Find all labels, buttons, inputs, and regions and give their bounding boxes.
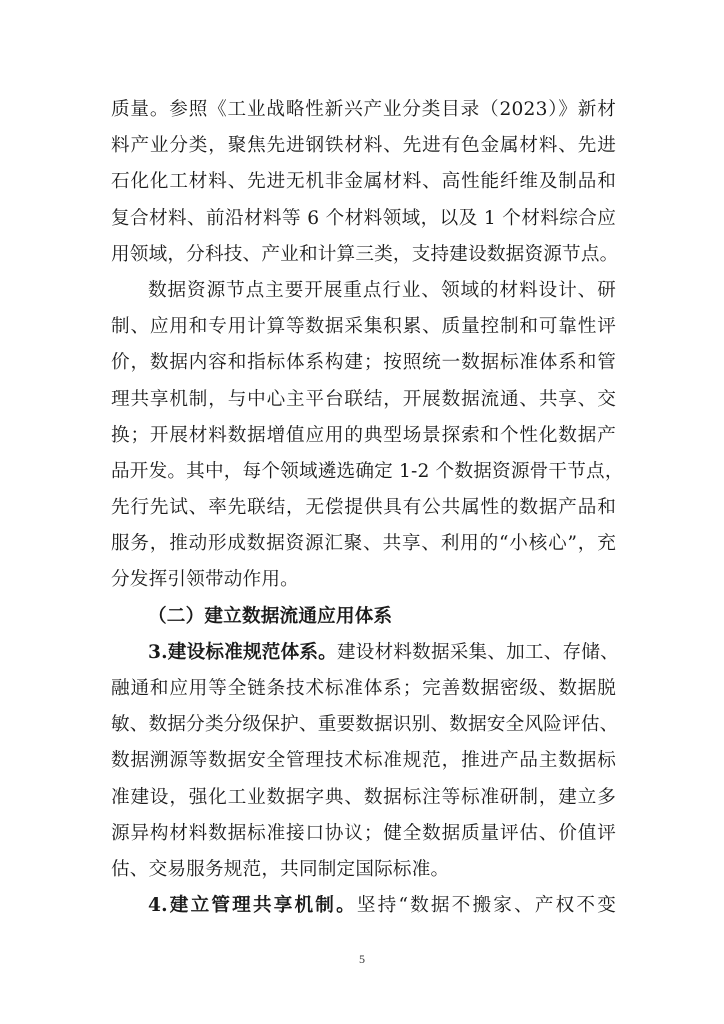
text-line: 服务，推动形成数据资源汇聚、共享、利用的“小核心”，充 xyxy=(111,533,616,555)
text-line xyxy=(111,635,619,671)
page-number: 5 xyxy=(359,952,365,966)
paragraph-data-resource-nodes xyxy=(111,273,624,599)
text-line: 品开发。其中，每个领域遴选确定 1-2 个数据资源骨干节点， xyxy=(111,460,624,482)
text-line: 理共享机制，与中心主平台联结，开展数据流通、共享、交 xyxy=(111,388,616,410)
text-line: 料产业分类，聚焦先进钢铁材料、先进有色金属材料、先进 xyxy=(111,135,616,157)
text-line: 复合材料、前沿材料等 6 个材料领域，以及 1 个材料综合应 xyxy=(111,207,616,229)
paragraph-standards-system xyxy=(111,635,619,888)
text-line: 先行先试、率先联结，无偿提供具有公共属性的数据产品和 xyxy=(111,497,616,519)
paragraph-lead-title: 3.建设标准规范体系。 xyxy=(148,641,337,663)
text-line: 融通和应用等全链条技术标准体系；完善数据密级、数据脱 xyxy=(111,678,616,699)
text-span: 建设材料数据采集、加工、存储、 xyxy=(336,641,619,663)
text-line: 价，数据内容和指标体系构建；按照统一数据标准体系和管 xyxy=(111,352,616,374)
text-line: 估、交易服务规范，共同制定国际标准。 xyxy=(111,858,450,880)
text-line: 制、应用和专用计算等数据采集积累、质量控制和可靠性评 xyxy=(111,316,616,338)
text-line xyxy=(111,888,616,924)
section-heading: （二）建立数据流通应用体系 xyxy=(148,605,393,627)
text-line: 石化化工材料、先进无机非金属材料、高性能纤维及制品和 xyxy=(111,171,616,193)
text-span: 坚持“数据不搬家、产权不变 xyxy=(356,895,616,917)
text-line: 源异构材料数据标准接口协议；健全数据质量评估、价值评 xyxy=(111,822,616,844)
text-line: 数据溯源等数据安全管理技术标准规范，推进产品主数据标 xyxy=(111,750,616,772)
paragraph-sharing-mechanism xyxy=(111,888,616,924)
text-line: 准建设，强化工业数据字典、数据标注等标准研制，建立多 xyxy=(111,786,616,808)
text-line: 分发挥引领带动作用。 xyxy=(111,569,299,591)
paragraph-material-fields xyxy=(111,92,619,273)
text-line: 用领域，分科技、产业和计算三类，支持建设数据资源节点。 xyxy=(111,243,619,265)
document-page xyxy=(111,92,624,924)
text-line: 敏、数据分类分级保护、重要数据识别、数据安全风险评估、 xyxy=(111,714,619,736)
text-line: 质量。参照《工业战略性新兴产业分类目录（2023）》新材 xyxy=(111,99,616,120)
text-line: 换；开展材料数据增值应用的典型场景探索和个性化数据产 xyxy=(111,424,616,446)
text-line: 数据资源节点主要开展重点行业、领域的材料设计、研 xyxy=(148,279,616,301)
paragraph-lead-title: 4.建立管理共享机制。 xyxy=(148,895,357,917)
